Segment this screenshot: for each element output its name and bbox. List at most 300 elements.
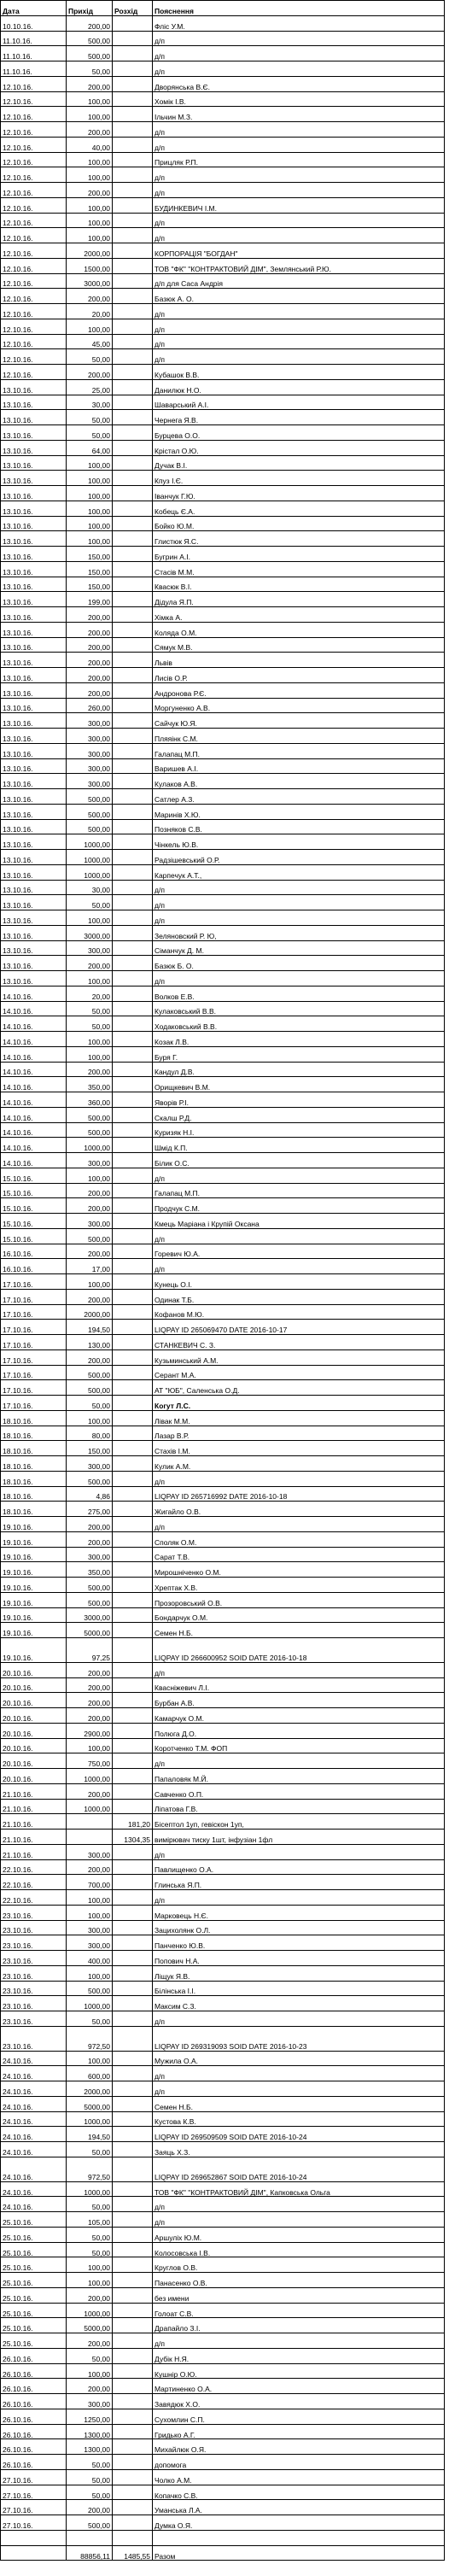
cell-expense bbox=[113, 653, 153, 668]
cell-expense bbox=[113, 2409, 153, 2424]
cell-income: 50,00 bbox=[67, 2242, 113, 2257]
cell-note: д/п bbox=[153, 880, 445, 895]
cell-income: 20,00 bbox=[67, 304, 113, 319]
cell-date: 25.10.16. bbox=[1, 2333, 67, 2349]
table-row bbox=[1, 183, 445, 198]
cell-income: 200,00 bbox=[67, 183, 113, 198]
cell-income: 200,00 bbox=[67, 1783, 113, 1799]
cell-note: Хрептак Х.В. bbox=[153, 1578, 445, 1593]
cell-income: 1000,00 bbox=[67, 1769, 113, 1784]
cell-income: 972,50 bbox=[67, 2026, 113, 2051]
table-row bbox=[1, 1814, 445, 1830]
table-row bbox=[1, 1502, 445, 1517]
cell-income: 300,00 bbox=[67, 1153, 113, 1168]
cell-expense bbox=[113, 1001, 153, 1016]
cell-expense bbox=[113, 547, 153, 562]
cell-note: Сямук М.В. bbox=[153, 637, 445, 653]
table-row bbox=[1, 2348, 445, 2363]
cell-expense bbox=[113, 1198, 153, 1214]
cell-note: Білик О.С. bbox=[153, 1153, 445, 1168]
cell-expense bbox=[113, 1562, 153, 1578]
cell-note: Волков Е.В. bbox=[153, 986, 445, 1001]
cell-income: 30,00 bbox=[67, 880, 113, 895]
cell-note: Одинак Т.Б. bbox=[153, 1289, 445, 1304]
cell-income: 194,50 bbox=[67, 2127, 113, 2142]
cell-income: 200,00 bbox=[67, 2333, 113, 2349]
cell-expense bbox=[113, 531, 153, 547]
cell-expense bbox=[113, 1844, 153, 1859]
cell-income: 350,00 bbox=[67, 1562, 113, 1578]
table-row bbox=[1, 1547, 445, 1562]
cell-income: 1000,00 bbox=[67, 834, 113, 850]
cell-note: Коляда О.М. bbox=[153, 622, 445, 637]
cell-note: Кустова К.В. bbox=[153, 2111, 445, 2127]
cell-date: 13.10.16. bbox=[1, 940, 67, 956]
cell-expense bbox=[113, 1471, 153, 1486]
table-row bbox=[1, 2142, 445, 2157]
cell-date: 18.10.16. bbox=[1, 1486, 67, 1502]
cell-note: Моргуненко А.В. bbox=[153, 698, 445, 713]
table-row bbox=[1, 1592, 445, 1607]
table-row bbox=[1, 1693, 445, 1708]
cell-note: Кунець О.І. bbox=[153, 1274, 445, 1290]
cell-note: Куризяк Н.І. bbox=[153, 1122, 445, 1138]
cell-income: 200,00 bbox=[67, 1662, 113, 1677]
table-row bbox=[1, 501, 445, 516]
cell-date: 13.10.16. bbox=[1, 698, 67, 713]
cell-expense bbox=[113, 152, 153, 167]
cell-note: д/п bbox=[153, 1228, 445, 1244]
cell-expense bbox=[113, 622, 153, 637]
table-row bbox=[1, 850, 445, 865]
cell-expense bbox=[113, 243, 153, 259]
table-row bbox=[1, 1531, 445, 1547]
cell-note: Михайлюк О.Я. bbox=[153, 2439, 445, 2455]
cell-date: 15.10.16. bbox=[1, 1198, 67, 1214]
cell-note: Дворянська В.Є. bbox=[153, 76, 445, 91]
cell-date: 26.10.16. bbox=[1, 2379, 67, 2394]
cell-date: 18.10.16. bbox=[1, 1441, 67, 1456]
cell-income: 100,00 bbox=[67, 91, 113, 107]
header-expense: Розхід bbox=[113, 1, 153, 16]
table-row bbox=[1, 531, 445, 547]
table-row bbox=[1, 1456, 445, 1472]
cell-note: LIQPAY ID 265716992 DATE 2016-10-18 bbox=[153, 1486, 445, 1502]
total-row bbox=[1, 2545, 445, 2561]
cell-note: Глинська Я.П. bbox=[153, 1875, 445, 1890]
table-row bbox=[1, 607, 445, 623]
cell-income: 200,00 bbox=[67, 682, 113, 698]
cell-income: 1000,00 bbox=[67, 1799, 113, 1814]
cell-income: 100,00 bbox=[67, 1274, 113, 1290]
cell-date: 13.10.16. bbox=[1, 653, 67, 668]
cell-date: 22.10.16. bbox=[1, 1890, 67, 1906]
cell-expense bbox=[113, 1708, 153, 1724]
table-row bbox=[1, 2197, 445, 2212]
cell-note: Базюк А. О. bbox=[153, 289, 445, 304]
cell-income: 300,00 bbox=[67, 1547, 113, 1562]
cell-income: 150,00 bbox=[67, 547, 113, 562]
cell-date: 20.10.16. bbox=[1, 1693, 67, 1708]
cell-expense bbox=[113, 1244, 153, 1259]
cell-expense bbox=[113, 2348, 153, 2363]
cell-expense bbox=[113, 956, 153, 971]
table-row bbox=[1, 1677, 445, 1693]
cell-date: 23.10.16. bbox=[1, 1965, 67, 1981]
cell-note: Базюк Б. О. bbox=[153, 956, 445, 971]
cell-expense: 181,20 bbox=[113, 1814, 153, 1830]
cell-note: Шаварський А.І. bbox=[153, 395, 445, 410]
cell-date: 13.10.16. bbox=[1, 895, 67, 910]
cell-expense bbox=[113, 561, 153, 577]
cell-income: 500,00 bbox=[67, 1471, 113, 1486]
cell-note: Ліщук Я.В. bbox=[153, 1965, 445, 1981]
table-row bbox=[1, 486, 445, 501]
cell-note: допомога bbox=[153, 2455, 445, 2470]
cell-expense bbox=[113, 213, 153, 228]
table-row bbox=[1, 365, 445, 380]
table-row bbox=[1, 1996, 445, 2011]
cell-date: 18.10.16. bbox=[1, 1410, 67, 1426]
cell-note: Чінкель Ю.В. bbox=[153, 834, 445, 850]
table-row bbox=[1, 1259, 445, 1274]
cell-note: д/п bbox=[153, 61, 445, 77]
cell-date: 20.10.16. bbox=[1, 1769, 67, 1784]
cell-note: Когут Л.С. bbox=[153, 1396, 445, 1411]
cell-expense bbox=[113, 682, 153, 698]
cell-note: Семен Н.Б. bbox=[153, 2096, 445, 2111]
cell-income: 100,00 bbox=[67, 516, 113, 531]
cell-income: 64,00 bbox=[67, 440, 113, 455]
cell-income: 100,00 bbox=[67, 1168, 113, 1183]
cell-income: 300,00 bbox=[67, 774, 113, 789]
cell-expense bbox=[113, 1981, 153, 1996]
cell-expense bbox=[113, 1062, 153, 1077]
cell-date: 14.10.16. bbox=[1, 1046, 67, 1062]
table-row bbox=[1, 1753, 445, 1769]
cell-date: 20.10.16. bbox=[1, 1738, 67, 1753]
cell-note: Данилюк Н.О. bbox=[153, 379, 445, 395]
cell-date: 13.10.16. bbox=[1, 637, 67, 653]
cell-date: 13.10.16. bbox=[1, 956, 67, 971]
cell-expense bbox=[113, 1547, 153, 1562]
cell-income bbox=[67, 1830, 113, 1845]
table-row bbox=[1, 91, 445, 107]
cell-income: 400,00 bbox=[67, 1951, 113, 1966]
table-row bbox=[1, 440, 445, 455]
cell-date: 13.10.16. bbox=[1, 425, 67, 441]
table-row bbox=[1, 653, 445, 668]
table-row bbox=[1, 682, 445, 698]
table-row bbox=[1, 1859, 445, 1875]
cell-date: 25.10.16. bbox=[1, 2303, 67, 2318]
cell-expense bbox=[113, 774, 153, 789]
table-row bbox=[1, 1380, 445, 1396]
cell-date: 23.10.16. bbox=[1, 1996, 67, 2011]
cell-expense bbox=[113, 940, 153, 956]
cell-income: 300,00 bbox=[67, 2394, 113, 2409]
cell-note: Мужила О.А. bbox=[153, 2051, 445, 2066]
cell-expense bbox=[113, 2157, 153, 2181]
cell-expense bbox=[113, 2485, 153, 2500]
table-row bbox=[1, 1289, 445, 1304]
cell-date: 24.10.16. bbox=[1, 2066, 67, 2081]
table-row bbox=[1, 577, 445, 592]
cell-note: Позняков С.В. bbox=[153, 819, 445, 834]
cell-income: 50,00 bbox=[67, 2142, 113, 2157]
cell-income: 25,00 bbox=[67, 379, 113, 395]
cell-note: Гридько А.Г. bbox=[153, 2424, 445, 2439]
table-row bbox=[1, 925, 445, 940]
table-row bbox=[1, 592, 445, 607]
cell-note: Мартиненко О.А. bbox=[153, 2379, 445, 2394]
header-note: Пояснення bbox=[153, 1, 445, 16]
cell-income: 100,00 bbox=[67, 1905, 113, 1920]
cell-income: 100,00 bbox=[67, 455, 113, 471]
cell-expense bbox=[113, 471, 153, 486]
table-row bbox=[1, 971, 445, 986]
cell-income: 50,00 bbox=[67, 2455, 113, 2470]
cell-date: 13.10.16. bbox=[1, 622, 67, 637]
cell-note: Дучак В.І. bbox=[153, 455, 445, 471]
cell-note: Попович Н.А. bbox=[153, 1951, 445, 1966]
cell-note: Кузьминський А.М. bbox=[153, 1349, 445, 1365]
cell-date: 13.10.16. bbox=[1, 501, 67, 516]
table-row bbox=[1, 986, 445, 1001]
table-row bbox=[1, 61, 445, 77]
cell-date: 17.10.16. bbox=[1, 1349, 67, 1365]
table-row bbox=[1, 2455, 445, 2470]
cell-income: 50,00 bbox=[67, 2485, 113, 2500]
cell-income: 500,00 bbox=[67, 819, 113, 834]
cell-date: 20.10.16. bbox=[1, 1708, 67, 1724]
cell-date: 14.10.16. bbox=[1, 1016, 67, 1032]
cell-note: Думка О.Я. bbox=[153, 2515, 445, 2531]
cell-note: д/п bbox=[153, 1259, 445, 1274]
cell-date: 12.10.16. bbox=[1, 319, 67, 334]
table-row bbox=[1, 713, 445, 729]
cell-income: 100,00 bbox=[67, 1890, 113, 1906]
table-row bbox=[1, 213, 445, 228]
cell-income: 200,00 bbox=[67, 289, 113, 304]
cell-expense bbox=[113, 137, 153, 152]
cell-expense bbox=[113, 1905, 153, 1920]
cell-income: 600,00 bbox=[67, 2066, 113, 2081]
cell-note: Кулаковський В.В. bbox=[153, 1001, 445, 1016]
cell-note: Жигайло О.В. bbox=[153, 1502, 445, 1517]
cell-note: LIQPAY ID 269509509 SOID DATE 2016-10-24 bbox=[153, 2127, 445, 2142]
table-row bbox=[1, 1920, 445, 1935]
cell-expense bbox=[113, 2424, 153, 2439]
cell-expense bbox=[113, 880, 153, 895]
cell-note: Іванчук Г.Ю. bbox=[153, 486, 445, 501]
cell-date: 27.10.16. bbox=[1, 2515, 67, 2531]
cell-note: Бісептол 1уп, гевіскон 1уп, bbox=[153, 1814, 445, 1830]
table-row bbox=[1, 2111, 445, 2127]
cell-income: 200,00 bbox=[67, 1693, 113, 1708]
table-row bbox=[1, 1723, 445, 1738]
table-row bbox=[1, 1517, 445, 1532]
cell-note: Папаловяк М.Й. bbox=[153, 1769, 445, 1784]
cell-date: 27.10.16. bbox=[1, 2500, 67, 2515]
cell-date: 25.10.16. bbox=[1, 2273, 67, 2288]
table-row bbox=[1, 2257, 445, 2273]
cell-expense bbox=[113, 1920, 153, 1935]
cell-income: 1000,00 bbox=[67, 2111, 113, 2127]
cell-note: Козак Л.В. bbox=[153, 1032, 445, 1047]
cell-note: Аршуліх Ю.М. bbox=[153, 2227, 445, 2242]
cell-income: 50,00 bbox=[67, 425, 113, 441]
cell-note: Чолко А.М. bbox=[153, 2469, 445, 2485]
table-row bbox=[1, 758, 445, 774]
cell-income: 200,00 bbox=[67, 1183, 113, 1198]
cell-income: 200,00 bbox=[67, 1859, 113, 1875]
cell-note: LIQPAY ID 269652867 SOID DATE 2016-10-24 bbox=[153, 2157, 445, 2181]
cell-note: д/п для Саса Андрія bbox=[153, 273, 445, 289]
cell-expense bbox=[113, 2096, 153, 2111]
cell-expense bbox=[113, 1259, 153, 1274]
cell-income: 5000,00 bbox=[67, 2318, 113, 2333]
cell-income: 5000,00 bbox=[67, 2096, 113, 2111]
cell-date: 13.10.16. bbox=[1, 729, 67, 744]
cell-income: 300,00 bbox=[67, 1214, 113, 1229]
cell-income: 4,86 bbox=[67, 1486, 113, 1502]
cell-expense bbox=[113, 986, 153, 1001]
cell-date: 15.10.16. bbox=[1, 1183, 67, 1198]
cell-note: Лисів О.Р. bbox=[153, 668, 445, 683]
cell-income: 50,00 bbox=[67, 61, 113, 77]
cell-income: 200,00 bbox=[67, 607, 113, 623]
cell-income: 50,00 bbox=[67, 410, 113, 425]
cell-expense bbox=[113, 76, 153, 91]
cell-note: Мирошніченко О.М. bbox=[153, 1562, 445, 1578]
cell-note: Споляк О.М. bbox=[153, 1531, 445, 1547]
table-row bbox=[1, 1062, 445, 1077]
cell-income: 100,00 bbox=[67, 152, 113, 167]
cell-note: д/п bbox=[153, 1890, 445, 1906]
cell-expense bbox=[113, 1769, 153, 1784]
cell-note: Кулик А.М. bbox=[153, 1456, 445, 1472]
cell-expense bbox=[113, 2318, 153, 2333]
table-row bbox=[1, 1032, 445, 1047]
cell-income: 500,00 bbox=[67, 1592, 113, 1607]
cell-expense bbox=[113, 1107, 153, 1122]
cell-note: д/п bbox=[153, 2066, 445, 2081]
cell-income: 350,00 bbox=[67, 1077, 113, 1092]
table-row bbox=[1, 743, 445, 758]
cell-date: 26.10.16. bbox=[1, 2394, 67, 2409]
cell-expense bbox=[113, 1607, 153, 1623]
table-row bbox=[1, 1426, 445, 1441]
table-row bbox=[1, 1349, 445, 1365]
cell-date: 14.10.16. bbox=[1, 1138, 67, 1153]
cell-income: 194,50 bbox=[67, 1320, 113, 1335]
cell-expense bbox=[113, 1304, 153, 1320]
cell-note: Яворів Р.І. bbox=[153, 1092, 445, 1108]
cell-income: 150,00 bbox=[67, 561, 113, 577]
cell-note: Серант М.А. bbox=[153, 1365, 445, 1380]
cell-income: 50,00 bbox=[67, 1396, 113, 1411]
cell-income: 300,00 bbox=[67, 1456, 113, 1472]
cell-note: Лівак М.М. bbox=[153, 1410, 445, 1426]
cell-note: Голоат С.В. bbox=[153, 2303, 445, 2318]
cell-date: 18.10.16. bbox=[1, 1456, 67, 1472]
table-row bbox=[1, 637, 445, 653]
cell-expense bbox=[113, 2439, 153, 2455]
table-row bbox=[1, 2515, 445, 2531]
table-row bbox=[1, 122, 445, 138]
cell-note: Кпуз І.Є. bbox=[153, 471, 445, 486]
cell-note: Кмець Маріана і Крупій Оксана bbox=[153, 1214, 445, 1229]
table-row bbox=[1, 1799, 445, 1814]
cell-expense bbox=[113, 2181, 153, 2197]
cell-note: д/п bbox=[153, 1517, 445, 1532]
table-row bbox=[1, 304, 445, 319]
cell-note: Кобець Є.А. bbox=[153, 501, 445, 516]
cell-income: 500,00 bbox=[67, 1981, 113, 1996]
cell-expense bbox=[113, 2379, 153, 2394]
cell-date: 12.10.16. bbox=[1, 334, 67, 349]
cell-expense bbox=[113, 1046, 153, 1062]
cell-note: Білінська І.І. bbox=[153, 1981, 445, 1996]
cell-note: д/п bbox=[153, 31, 445, 46]
cell-income: 500,00 bbox=[67, 46, 113, 61]
cell-income: 300,00 bbox=[67, 758, 113, 774]
cell-date: 13.10.16. bbox=[1, 834, 67, 850]
table-row bbox=[1, 1244, 445, 1259]
cell-date: 19.10.16. bbox=[1, 1562, 67, 1578]
cell-note: вимірювач тиску 1шт, інфузіан 1фл bbox=[153, 1830, 445, 1845]
cell-date: 24.10.16. bbox=[1, 2157, 67, 2181]
cell-date: 13.10.16. bbox=[1, 561, 67, 577]
total-income: 88856,11 bbox=[67, 2545, 113, 2561]
cell-expense bbox=[113, 289, 153, 304]
cell-note: Зеляновский Р. Ю, bbox=[153, 925, 445, 940]
cell-expense bbox=[113, 1396, 153, 1411]
cell-expense bbox=[113, 1410, 153, 1426]
cell-income: 972,50 bbox=[67, 2157, 113, 2181]
cell-date: 20.10.16. bbox=[1, 1677, 67, 1693]
cell-income: 105,00 bbox=[67, 2212, 113, 2228]
cell-date: 13.10.16. bbox=[1, 743, 67, 758]
cell-note: д/п bbox=[153, 349, 445, 365]
cell-date: 24.10.16. bbox=[1, 2197, 67, 2212]
cell-note: Кушнір О.Ю. bbox=[153, 2363, 445, 2379]
cell-expense bbox=[113, 743, 153, 758]
cell-income: 300,00 bbox=[67, 729, 113, 744]
cell-expense bbox=[113, 607, 153, 623]
table-row bbox=[1, 895, 445, 910]
cell-expense bbox=[113, 1365, 153, 1380]
cell-income: 200,00 bbox=[67, 365, 113, 380]
cell-expense bbox=[113, 1996, 153, 2011]
cell-date: 16.10.16. bbox=[1, 1259, 67, 1274]
table-row bbox=[1, 2066, 445, 2081]
cell-date: 13.10.16. bbox=[1, 516, 67, 531]
cell-note: д/п bbox=[153, 1168, 445, 1183]
cell-expense bbox=[113, 486, 153, 501]
cell-date: 14.10.16. bbox=[1, 1092, 67, 1108]
cell-income: 100,00 bbox=[67, 471, 113, 486]
cell-income: 100,00 bbox=[67, 1032, 113, 1047]
cell-income: 200,00 bbox=[67, 1244, 113, 1259]
cell-expense bbox=[113, 2081, 153, 2097]
cell-note: д/п bbox=[153, 2197, 445, 2212]
cell-note: д/п bbox=[153, 2212, 445, 2228]
cell-note: Дубік Н.Я. bbox=[153, 2348, 445, 2363]
cell-income: 200,00 bbox=[67, 637, 113, 653]
cell-expense bbox=[113, 1965, 153, 1981]
